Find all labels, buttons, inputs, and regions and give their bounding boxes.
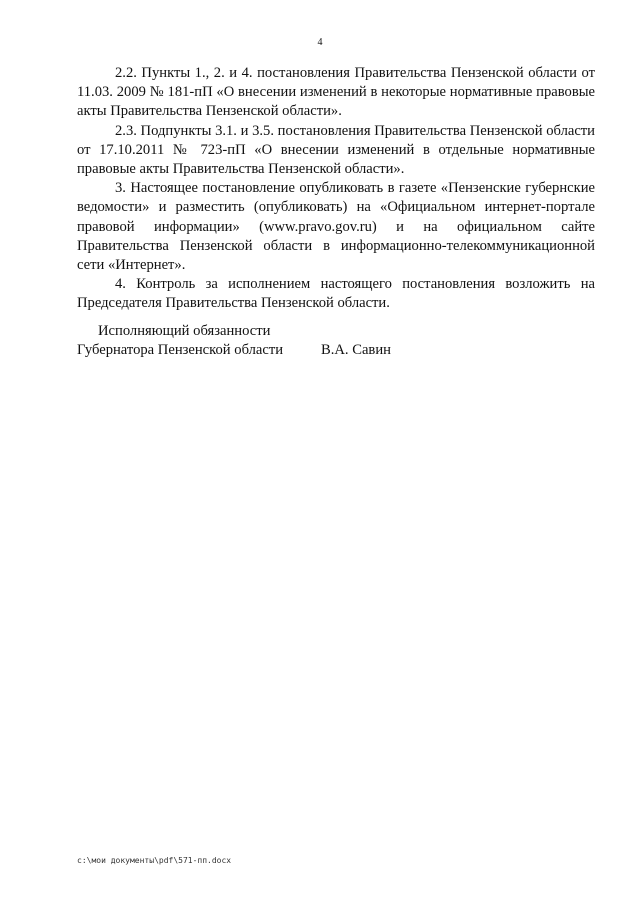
paragraph-4: 4. Контроль за исполнением настоящего постановления возложить на Председателя Правительства Пензенской области.: [77, 276, 595, 312]
signature-block: [77, 322, 517, 361]
signature-row: [77, 341, 517, 360]
paragraph-3: 3. Настоящее постановление опубликовать в газете «Пензенские губернские ведомости» и разместить (опубликовать) на «Официальном интернет-портале правовой информации» (www.pravo.gov.ru) и на официальном сайте Правительства Пензенской области в информационно-телекоммуникационной сети «Интернет».: [77, 180, 595, 274]
paragraph-2-3: 2.3. Подпункты 3.1. и 3.5. постановления Правительства Пензенской области от 17.10.2011 № 723-пП «О внесении изменений в отдельные нормативные правовые акты Правительства Пензенской области».: [77, 122, 595, 178]
file-path-footer: c:\мои документы\pdf\571-пп.docx: [77, 856, 232, 865]
document-body: [77, 64, 595, 314]
page-number: 4: [317, 37, 323, 48]
signature-position: Исполняющий обязанности: [98, 323, 271, 339]
signatory-name: В.А. Савин: [321, 342, 391, 359]
signature-title: Губернатора Пензенской области: [77, 342, 284, 359]
paragraph-2-2: 2.2. Пункты 1., 2. и 4. постановления Правительства Пензенской области от 11.03. 2009 № 181-пП «О внесении изменений в некоторые нормативные правовые акты Правительства Пензенской области».: [77, 65, 595, 120]
